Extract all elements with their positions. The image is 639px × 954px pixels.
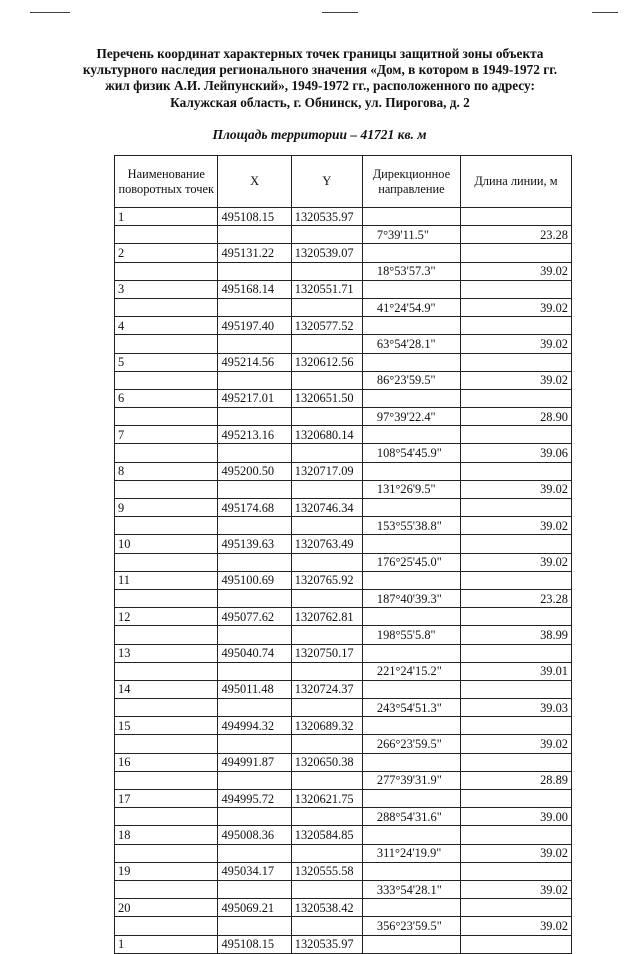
direction-cell: 176°25'45.0" <box>362 553 460 571</box>
length-cell: 39.02 <box>460 844 571 862</box>
y-coordinate-cell: 1320535.97 <box>291 935 362 953</box>
header-x: X <box>218 156 291 208</box>
table-row-segment <box>115 226 572 244</box>
empty-name-cell <box>115 699 218 717</box>
length-cell: 39.02 <box>460 917 571 935</box>
empty-direction-cell <box>362 317 460 335</box>
header-direction: Дирекционное направление <box>362 156 460 208</box>
empty-length-cell <box>460 753 571 771</box>
direction-cell: 333°54'28.1" <box>362 880 460 898</box>
table-row-segment <box>115 480 572 498</box>
point-name-cell: 13 <box>115 644 218 662</box>
table-row-segment <box>115 371 572 389</box>
point-name-cell: 20 <box>115 899 218 917</box>
empty-name-cell <box>115 589 218 607</box>
y-coordinate-cell: 1320746.34 <box>291 499 362 517</box>
y-coordinate-cell: 1320650.38 <box>291 753 362 771</box>
scan-mark-left <box>30 12 70 13</box>
empty-direction-cell <box>362 208 460 226</box>
table-row-point <box>115 862 572 880</box>
scan-mark-center <box>322 12 358 13</box>
empty-y-cell <box>291 699 362 717</box>
y-coordinate-cell: 1320539.07 <box>291 244 362 262</box>
direction-cell: 97°39'22.4" <box>362 408 460 426</box>
empty-name-cell <box>115 444 218 462</box>
empty-direction-cell <box>362 462 460 480</box>
empty-direction-cell <box>362 535 460 553</box>
point-name-cell: 17 <box>115 790 218 808</box>
x-coordinate-cell: 495034.17 <box>218 862 291 880</box>
empty-direction-cell <box>362 790 460 808</box>
y-coordinate-cell: 1320689.32 <box>291 717 362 735</box>
empty-direction-cell <box>362 426 460 444</box>
empty-direction-cell <box>362 499 460 517</box>
point-name-cell: 10 <box>115 535 218 553</box>
x-coordinate-cell: 495011.48 <box>218 680 291 698</box>
empty-y-cell <box>291 262 362 280</box>
table-row-segment <box>115 444 572 462</box>
direction-cell: 356°23'59.5" <box>362 917 460 935</box>
empty-name-cell <box>115 626 218 644</box>
territory-area: Площадь территории – 41721 кв. м <box>212 127 427 142</box>
y-coordinate-cell: 1320621.75 <box>291 790 362 808</box>
scan-mark-right <box>592 12 618 13</box>
empty-y-cell <box>291 844 362 862</box>
y-coordinate-cell: 1320765.92 <box>291 571 362 589</box>
table-row-point <box>115 462 572 480</box>
empty-length-cell <box>460 499 571 517</box>
table-row-point <box>115 535 572 553</box>
empty-x-cell <box>218 553 291 571</box>
table-row-segment <box>115 553 572 571</box>
direction-cell: 108°54'45.9" <box>362 444 460 462</box>
point-name-cell: 9 <box>115 499 218 517</box>
length-cell: 39.02 <box>460 298 571 316</box>
empty-y-cell <box>291 480 362 498</box>
length-cell: 39.02 <box>460 880 571 898</box>
x-coordinate-cell: 495217.01 <box>218 389 291 407</box>
empty-x-cell <box>218 335 291 353</box>
direction-cell: 277°39'31.9" <box>362 771 460 789</box>
direction-cell: 221°24'15.2" <box>362 662 460 680</box>
empty-name-cell <box>115 662 218 680</box>
y-coordinate-cell: 1320612.56 <box>291 353 362 371</box>
empty-x-cell <box>218 735 291 753</box>
empty-length-cell <box>460 790 571 808</box>
y-coordinate-cell: 1320535.97 <box>291 208 362 226</box>
x-coordinate-cell: 495214.56 <box>218 353 291 371</box>
empty-direction-cell <box>362 608 460 626</box>
empty-direction-cell <box>362 899 460 917</box>
point-name-cell: 7 <box>115 426 218 444</box>
empty-x-cell <box>218 517 291 535</box>
empty-y-cell <box>291 917 362 935</box>
point-name-cell: 12 <box>115 608 218 626</box>
empty-name-cell <box>115 808 218 826</box>
table-row-point <box>115 717 572 735</box>
table-row-point <box>115 499 572 517</box>
empty-y-cell <box>291 517 362 535</box>
table-row-point <box>115 389 572 407</box>
empty-name-cell <box>115 480 218 498</box>
x-coordinate-cell: 495213.16 <box>218 426 291 444</box>
length-cell: 28.89 <box>460 771 571 789</box>
length-cell: 39.00 <box>460 808 571 826</box>
table-row-segment <box>115 408 572 426</box>
empty-name-cell <box>115 553 218 571</box>
coordinates-table <box>114 155 572 954</box>
table-row-point <box>115 644 572 662</box>
header-point-name: Наименование поворотных точек <box>115 156 218 208</box>
empty-length-cell <box>460 353 571 371</box>
table-row-segment <box>115 517 572 535</box>
empty-length-cell <box>460 680 571 698</box>
point-name-cell: 1 <box>115 208 218 226</box>
empty-name-cell <box>115 917 218 935</box>
empty-x-cell <box>218 626 291 644</box>
table-row-segment <box>115 735 572 753</box>
empty-name-cell <box>115 771 218 789</box>
header-length: Длина линии, м <box>460 156 571 208</box>
empty-x-cell <box>218 771 291 789</box>
empty-y-cell <box>291 226 362 244</box>
empty-length-cell <box>460 462 571 480</box>
empty-length-cell <box>460 280 571 298</box>
empty-direction-cell <box>362 389 460 407</box>
table-row-segment <box>115 917 572 935</box>
empty-y-cell <box>291 771 362 789</box>
empty-y-cell <box>291 371 362 389</box>
empty-length-cell <box>460 208 571 226</box>
x-coordinate-cell: 495040.74 <box>218 644 291 662</box>
empty-name-cell <box>115 226 218 244</box>
empty-y-cell <box>291 735 362 753</box>
table-row-point <box>115 571 572 589</box>
empty-x-cell <box>218 226 291 244</box>
direction-cell: 18°53'57.3" <box>362 262 460 280</box>
empty-direction-cell <box>362 935 460 953</box>
table-row-point <box>115 790 572 808</box>
y-coordinate-cell: 1320680.14 <box>291 426 362 444</box>
point-name-cell: 14 <box>115 680 218 698</box>
empty-name-cell <box>115 335 218 353</box>
empty-direction-cell <box>362 244 460 262</box>
table-body <box>115 208 572 954</box>
y-coordinate-cell: 1320717.09 <box>291 462 362 480</box>
empty-direction-cell <box>362 571 460 589</box>
x-coordinate-cell: 494995.72 <box>218 790 291 808</box>
y-coordinate-cell: 1320724.37 <box>291 680 362 698</box>
empty-length-cell <box>460 608 571 626</box>
empty-x-cell <box>218 298 291 316</box>
length-cell: 23.28 <box>460 589 571 607</box>
point-name-cell: 19 <box>115 862 218 880</box>
table-row-segment <box>115 808 572 826</box>
direction-cell: 131°26'9.5" <box>362 480 460 498</box>
table-row-point <box>115 753 572 771</box>
point-name-cell: 6 <box>115 389 218 407</box>
empty-x-cell <box>218 589 291 607</box>
empty-y-cell <box>291 662 362 680</box>
table-row-point <box>115 935 572 953</box>
table-row-segment <box>115 589 572 607</box>
heading-line: Перечень координат характерных точек границы защитной зоны объекта <box>96 46 544 61</box>
empty-length-cell <box>460 826 571 844</box>
point-name-cell: 4 <box>115 317 218 335</box>
x-coordinate-cell: 495174.68 <box>218 499 291 517</box>
heading-line: жил физик А.И. Лейпунский», 1949-1972 гг., расположенного по адресу: <box>105 78 535 94</box>
table-row-point <box>115 426 572 444</box>
x-coordinate-cell: 495077.62 <box>218 608 291 626</box>
heading-line: культурного наследия регионального значения «Дом, в котором в 1949-1972 гг. <box>82 62 558 78</box>
empty-x-cell <box>218 480 291 498</box>
point-name-cell: 18 <box>115 826 218 844</box>
empty-y-cell <box>291 880 362 898</box>
empty-name-cell <box>115 880 218 898</box>
length-cell: 39.02 <box>460 262 571 280</box>
point-name-cell: 3 <box>115 280 218 298</box>
x-coordinate-cell: 495100.69 <box>218 571 291 589</box>
y-coordinate-cell: 1320763.49 <box>291 535 362 553</box>
empty-x-cell <box>218 880 291 898</box>
length-cell: 38.99 <box>460 626 571 644</box>
table-row-point <box>115 317 572 335</box>
empty-y-cell <box>291 626 362 644</box>
direction-cell: 243°54'51.3" <box>362 699 460 717</box>
table-row-point <box>115 680 572 698</box>
empty-x-cell <box>218 699 291 717</box>
x-coordinate-cell: 495008.36 <box>218 826 291 844</box>
point-name-cell: 15 <box>115 717 218 735</box>
empty-y-cell <box>291 408 362 426</box>
empty-length-cell <box>460 389 571 407</box>
empty-length-cell <box>460 862 571 880</box>
table-row-segment <box>115 262 572 280</box>
x-coordinate-cell: 495108.15 <box>218 935 291 953</box>
table-row-segment <box>115 844 572 862</box>
empty-name-cell <box>115 408 218 426</box>
empty-length-cell <box>460 244 571 262</box>
empty-length-cell <box>460 899 571 917</box>
direction-cell: 86°23'59.5" <box>362 371 460 389</box>
x-coordinate-cell: 495197.40 <box>218 317 291 335</box>
empty-length-cell <box>460 717 571 735</box>
empty-y-cell <box>291 298 362 316</box>
empty-length-cell <box>460 426 571 444</box>
length-cell: 39.06 <box>460 444 571 462</box>
table-row-point <box>115 353 572 371</box>
length-cell: 39.02 <box>460 371 571 389</box>
empty-direction-cell <box>362 644 460 662</box>
table-row-segment <box>115 699 572 717</box>
x-coordinate-cell: 495200.50 <box>218 462 291 480</box>
table-row-segment <box>115 771 572 789</box>
empty-direction-cell <box>362 826 460 844</box>
y-coordinate-cell: 1320750.17 <box>291 644 362 662</box>
direction-cell: 7°39'11.5" <box>362 226 460 244</box>
table-row-point <box>115 899 572 917</box>
table-row-segment <box>115 880 572 898</box>
point-name-cell: 2 <box>115 244 218 262</box>
empty-y-cell <box>291 589 362 607</box>
empty-name-cell <box>115 298 218 316</box>
x-coordinate-cell: 495139.63 <box>218 535 291 553</box>
empty-x-cell <box>218 444 291 462</box>
table-row-point <box>115 280 572 298</box>
x-coordinate-cell: 495168.14 <box>218 280 291 298</box>
table-row-point <box>115 826 572 844</box>
empty-direction-cell <box>362 280 460 298</box>
table-row-segment <box>115 662 572 680</box>
empty-x-cell <box>218 808 291 826</box>
y-coordinate-cell: 1320538.42 <box>291 899 362 917</box>
empty-length-cell <box>460 571 571 589</box>
empty-length-cell <box>460 535 571 553</box>
length-cell: 39.03 <box>460 699 571 717</box>
point-name-cell: 16 <box>115 753 218 771</box>
direction-cell: 288°54'31.6" <box>362 808 460 826</box>
empty-length-cell <box>460 644 571 662</box>
length-cell: 23.28 <box>460 226 571 244</box>
empty-direction-cell <box>362 862 460 880</box>
direction-cell: 41°24'54.9" <box>362 298 460 316</box>
direction-cell: 266°23'59.5" <box>362 735 460 753</box>
direction-cell: 63°54'28.1" <box>362 335 460 353</box>
table-row-point <box>115 208 572 226</box>
length-cell: 39.02 <box>460 480 571 498</box>
empty-direction-cell <box>362 717 460 735</box>
y-coordinate-cell: 1320551.71 <box>291 280 362 298</box>
y-coordinate-cell: 1320555.58 <box>291 862 362 880</box>
point-name-cell: 1 <box>115 935 218 953</box>
point-name-cell: 8 <box>115 462 218 480</box>
empty-x-cell <box>218 262 291 280</box>
heading-line: Калужская область, г. Обнинск, ул. Пирогова, д. 2 <box>170 94 470 110</box>
empty-name-cell <box>115 517 218 535</box>
empty-direction-cell <box>362 353 460 371</box>
empty-x-cell <box>218 408 291 426</box>
empty-y-cell <box>291 335 362 353</box>
x-coordinate-cell: 494994.32 <box>218 717 291 735</box>
y-coordinate-cell: 1320651.50 <box>291 389 362 407</box>
empty-y-cell <box>291 808 362 826</box>
empty-direction-cell <box>362 680 460 698</box>
direction-cell: 311°24'19.9" <box>362 844 460 862</box>
length-cell: 39.02 <box>460 517 571 535</box>
empty-x-cell <box>218 371 291 389</box>
direction-cell: 198°55'5.8" <box>362 626 460 644</box>
direction-cell: 187°40'39.3" <box>362 589 460 607</box>
table-row-point <box>115 608 572 626</box>
empty-x-cell <box>218 662 291 680</box>
y-coordinate-cell: 1320584.85 <box>291 826 362 844</box>
empty-x-cell <box>218 844 291 862</box>
x-coordinate-cell: 495069.21 <box>218 899 291 917</box>
length-cell: 39.02 <box>460 335 571 353</box>
x-coordinate-cell: 494991.87 <box>218 753 291 771</box>
x-coordinate-cell: 495131.22 <box>218 244 291 262</box>
empty-length-cell <box>460 317 571 335</box>
table-row-point <box>115 244 572 262</box>
direction-cell: 153°55'38.8" <box>362 517 460 535</box>
point-name-cell: 11 <box>115 571 218 589</box>
table-row-segment <box>115 626 572 644</box>
length-cell: 28.90 <box>460 408 571 426</box>
empty-direction-cell <box>362 753 460 771</box>
empty-name-cell <box>115 844 218 862</box>
x-coordinate-cell: 495108.15 <box>218 208 291 226</box>
table-header-row <box>115 156 572 208</box>
empty-name-cell <box>115 262 218 280</box>
empty-y-cell <box>291 444 362 462</box>
empty-name-cell <box>115 735 218 753</box>
length-cell: 39.01 <box>460 662 571 680</box>
length-cell: 39.02 <box>460 553 571 571</box>
document-heading <box>50 46 590 111</box>
length-cell: 39.02 <box>460 735 571 753</box>
point-name-cell: 5 <box>115 353 218 371</box>
empty-length-cell <box>460 935 571 953</box>
header-y: Y <box>291 156 362 208</box>
table-row-segment <box>115 298 572 316</box>
empty-name-cell <box>115 371 218 389</box>
empty-y-cell <box>291 553 362 571</box>
y-coordinate-cell: 1320762.81 <box>291 608 362 626</box>
table-row-segment <box>115 335 572 353</box>
y-coordinate-cell: 1320577.52 <box>291 317 362 335</box>
empty-x-cell <box>218 917 291 935</box>
